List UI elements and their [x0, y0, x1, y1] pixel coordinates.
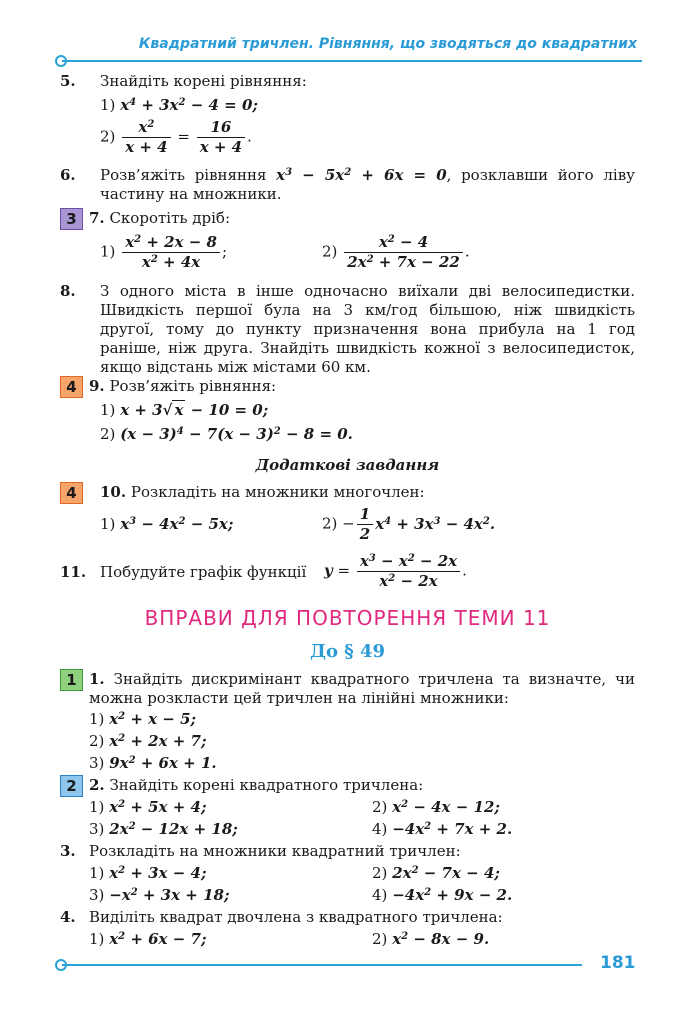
extra-tasks-heading: Додаткові завдання [255, 456, 440, 474]
footer-rule [62, 964, 582, 966]
level-badge: 4 [60, 482, 83, 504]
level-badge: 4 [60, 376, 83, 398]
section-subtitle: До § 49 [309, 641, 385, 662]
running-header: Квадратний тричлен. Рівняння, що зводяться до квадратних [138, 36, 637, 52]
level-badge: 1 [60, 669, 83, 691]
page-number: 181 [600, 953, 636, 973]
level-badge: 3 [60, 208, 83, 230]
fraction: $\frac{16}{x + 4}$ [197, 118, 245, 157]
fraction: $\frac{x^2}{x + 4}$ [122, 118, 170, 157]
level-badge: 2 [60, 775, 83, 797]
header-rule [62, 60, 642, 62]
section-title: ВПРАВИ ДЛЯ ПОВТОРЕННЯ ТЕМИ 11 [144, 606, 551, 630]
